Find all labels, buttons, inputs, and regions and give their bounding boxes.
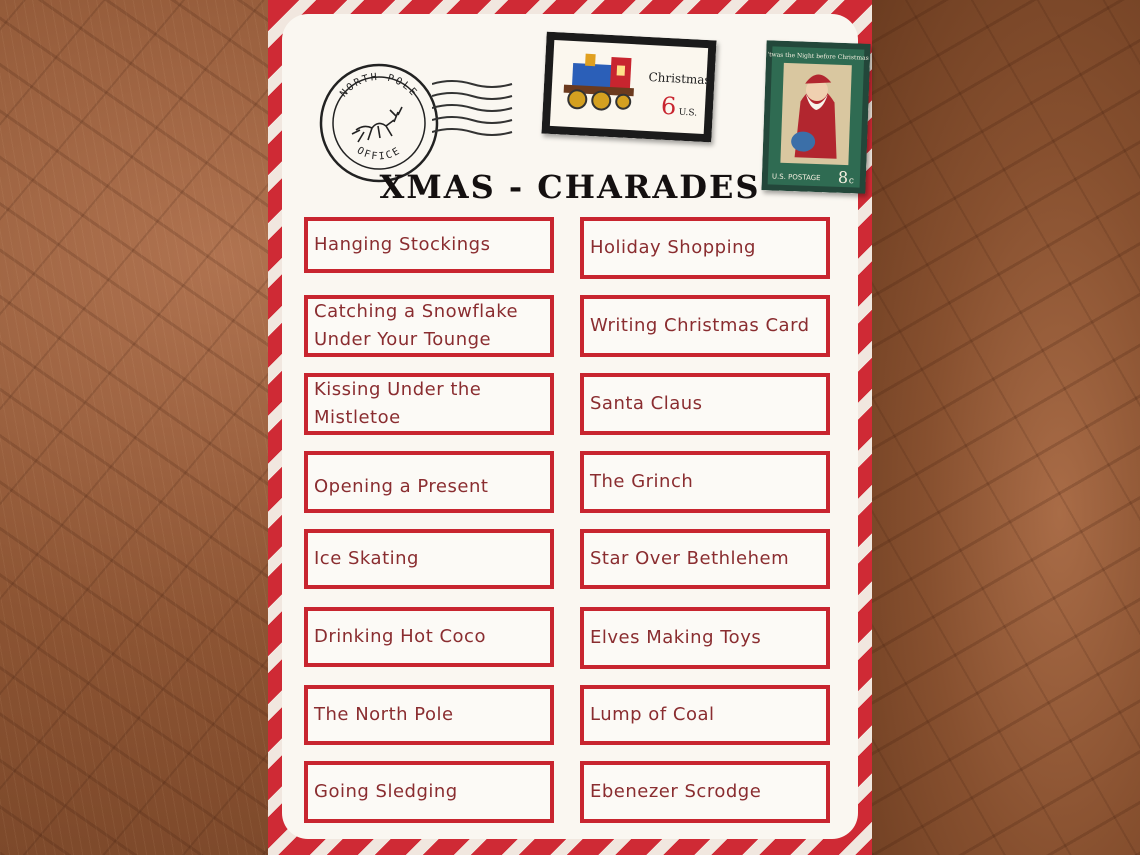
reindeer-icon <box>352 107 402 142</box>
cancellation-lines-icon <box>432 74 522 144</box>
charade-card <box>580 685 830 745</box>
page-title: XMAS - CHARADES <box>379 168 761 206</box>
charade-card <box>580 373 830 435</box>
charade-card <box>304 607 554 667</box>
charade-text: Ebenezer Scrodge <box>590 781 762 802</box>
svg-text:NORTH POLE <box>338 72 419 100</box>
charade-text: Santa Claus <box>590 393 703 414</box>
santa-stamp-value: 8 <box>837 167 849 188</box>
charade-text: The Grinch <box>590 471 694 492</box>
train-stamp-value: 6 <box>660 91 678 121</box>
wood-background-right <box>872 0 1140 855</box>
charade-text: Lump of Coal <box>590 704 715 725</box>
charade-text: Elves Making Toys <box>590 627 762 648</box>
svg-text:OFFICE <box>355 145 403 162</box>
charade-text: Opening a Present <box>314 476 489 497</box>
charade-card <box>304 685 554 745</box>
charade-card <box>580 607 830 669</box>
train-stamp-label: Christmas <box>648 70 711 88</box>
charade-text: Kissing Under the Mistletoe <box>314 379 482 428</box>
postmark-top-text: NORTH POLE <box>338 71 420 100</box>
santa-stamp-label: U.S. POSTAGE <box>771 172 821 183</box>
charade-card <box>580 761 830 823</box>
charade-card <box>304 761 554 823</box>
charade-text: Holiday Shopping <box>590 237 756 258</box>
santa-stamp-unit: c <box>848 176 854 187</box>
train-stamp-unit: U.S. <box>678 107 698 119</box>
charade-text: The North Pole <box>314 704 454 725</box>
charade-card <box>580 217 830 279</box>
train-stamp <box>541 32 716 143</box>
charades-card <box>268 0 872 855</box>
charade-text: Star Over Bethlehem <box>590 548 790 569</box>
charade-text: Catching a Snowflake Under Your Tounge <box>314 301 519 350</box>
charade-text: Hanging Stockings <box>314 234 491 255</box>
postmark-bottom-text: OFFICE <box>354 145 404 163</box>
charade-text: Drinking Hot Coco <box>314 626 486 647</box>
charade-card <box>304 217 554 273</box>
charade-card <box>580 529 830 589</box>
charade-card <box>304 529 554 589</box>
charade-card <box>304 451 554 513</box>
charade-card <box>580 451 830 513</box>
charade-card <box>304 373 554 435</box>
santa-stamp-banner: 'twas the Night before Christmas <box>767 51 869 62</box>
charade-text: Writing Christmas Card <box>590 315 810 336</box>
charade-text: Ice Skating <box>314 548 419 569</box>
charade-card <box>304 295 554 357</box>
santa-claus-icon <box>780 63 851 165</box>
charade-text: Going Sledging <box>314 781 458 802</box>
charade-card <box>580 295 830 357</box>
